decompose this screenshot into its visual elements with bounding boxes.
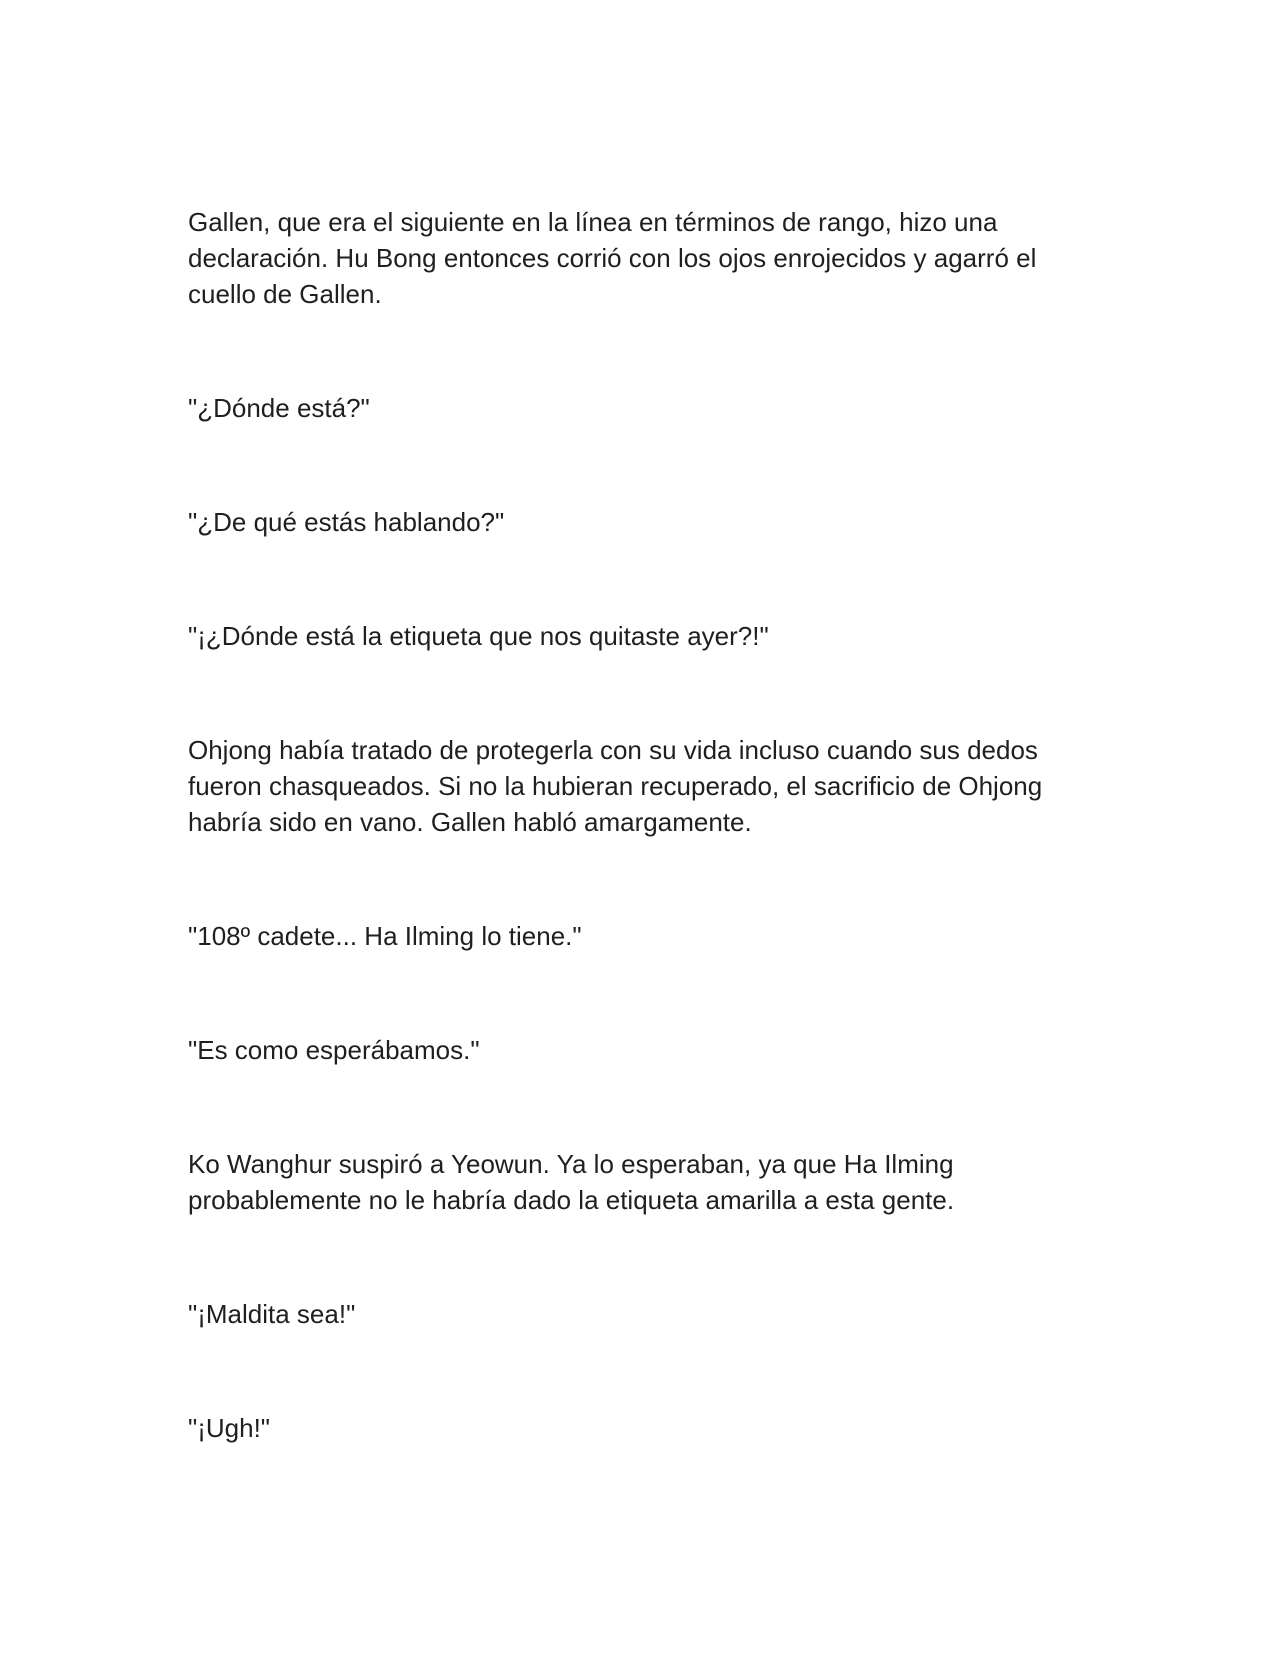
dialogue-line: "¡Maldita sea!" (188, 1299, 356, 1329)
paragraph: Gallen, que era el siguiente en la línea en términos de rango, hizo una declaración. Hu Bong entonces corrió con los ojos enrojecidos y agarró el cuello de Gallen. (188, 207, 1037, 309)
dialogue-line: "¿Dónde está?" (188, 393, 370, 423)
dialogue-line: "¡Ugh!" (188, 1413, 271, 1443)
dialogue-line: "¡¿Dónde está la etiqueta que nos quitaste ayer?!" (188, 621, 769, 651)
paragraph: Ko Wanghur suspiró a Yeowun. Ya lo esperaban, ya que Ha Ilming probablemente no le habría dado la etiqueta amarilla a esta gente. (188, 1149, 955, 1215)
dialogue-line: "Es como esperábamos." (188, 1035, 480, 1065)
paragraph: Ohjong había tratado de protegerla con su vida incluso cuando sus dedos fueron chasqueados. Si no la hubieran recuperado, el sacrificio de Ohjong habría sido en vano. Gallen habló amargamente. (188, 735, 1043, 837)
dialogue-line: "108º cadete... Ha Ilming lo tiene." (188, 921, 582, 951)
document-body (188, 204, 1088, 1446)
dialogue-line: "¿De qué estás hablando?" (188, 507, 505, 537)
